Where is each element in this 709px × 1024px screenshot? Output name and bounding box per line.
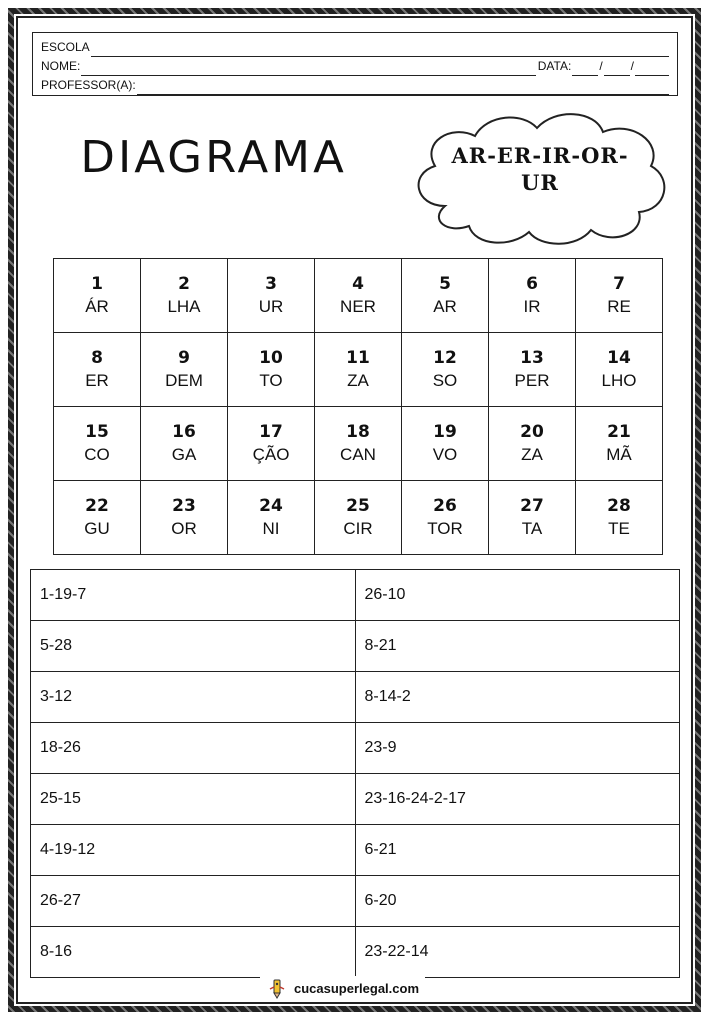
answer-row [31,774,680,825]
answer-row [31,570,680,621]
cell-number: 13 [520,348,544,368]
answer-table [30,569,680,978]
cell-syllable: DEM [165,371,203,390]
name-line [41,57,669,76]
grid-cell [228,407,315,481]
grid-cell [402,481,489,555]
cell-number: 18 [346,422,370,442]
cell-number: 27 [520,496,544,516]
grid-cell [402,333,489,407]
grid-cell [141,259,228,333]
answer-row [31,927,680,978]
cell-syllable: TOR [427,519,463,538]
cell-number: 20 [520,422,544,442]
grid-cell [228,481,315,555]
cell-syllable: ÇÃO [252,445,290,464]
cell-syllable: GU [84,519,110,538]
cell-number: 4 [352,274,364,294]
school-field[interactable] [91,43,669,57]
cell-syllable: ZA [521,445,543,464]
grid-cell [489,407,576,481]
grid-cell [141,481,228,555]
school-line [41,38,669,57]
answer-cell[interactable]: 26-10 [355,570,680,621]
cloud-line-2: UR [521,170,559,195]
grid-cell [315,481,402,555]
grid-cell [315,333,402,407]
grid-cell [315,259,402,333]
page-title: DIAGRAMA [80,132,347,183]
cell-syllable: CO [84,445,110,464]
cell-number: 10 [259,348,283,368]
name-field[interactable] [81,62,535,76]
cell-syllable: CIR [343,519,373,538]
cell-syllable: PER [514,371,550,390]
answer-cell[interactable]: 23-22-14 [355,927,680,978]
cell-number: 8 [91,348,103,368]
date-label: DATA: [537,59,572,73]
date-year-field[interactable] [635,62,669,76]
footer [260,976,425,1000]
grid-cell [489,259,576,333]
answer-cell[interactable]: 8-14-2 [355,672,680,723]
school-label: ESCOLA [41,40,90,54]
cell-syllable: AR [433,297,457,316]
answer-cell[interactable]: 3-12 [31,672,356,723]
grid-cell [54,333,141,407]
cloud-label [440,142,640,196]
cell-syllable: OR [171,519,197,538]
cell-syllable: LHA [167,297,201,316]
cell-number: 23 [172,496,196,516]
answer-cell[interactable]: 1-19-7 [31,570,356,621]
grid-cell [228,259,315,333]
date-slash: / [599,59,603,73]
cell-syllable: ER [85,371,109,390]
cell-number: 1 [91,274,103,294]
cell-number: 25 [346,496,370,516]
date-slash: / [630,59,634,73]
answer-row [31,825,680,876]
cell-syllable: TE [608,519,630,538]
answer-cell[interactable]: 8-16 [31,927,356,978]
answer-cell[interactable]: 23-16-24-2-17 [355,774,680,825]
pencil-mascot-icon [266,977,288,999]
cloud-line-1: AR-ER-IR-OR- [451,143,629,168]
cell-number: 7 [613,274,625,294]
answer-cell[interactable]: 26-27 [31,876,356,927]
answer-cell[interactable]: 23-9 [355,723,680,774]
cell-number: 28 [607,496,631,516]
answer-row [31,621,680,672]
cell-syllable: ZA [347,371,369,390]
grid-cell [141,407,228,481]
cell-syllable: SO [432,371,458,390]
grid-cell [315,407,402,481]
cell-syllable: CAN [340,445,376,464]
cell-number: 6 [526,274,538,294]
site-url[interactable]: cucasuperlegal.com [294,980,419,996]
answer-cell[interactable]: 18-26 [31,723,356,774]
cell-number: 19 [433,422,457,442]
cell-syllable: LHO [601,371,637,390]
answer-cell[interactable]: 25-15 [31,774,356,825]
cell-number: 26 [433,496,457,516]
grid-cell [576,407,663,481]
answer-row [31,723,680,774]
grid-cell [228,333,315,407]
cell-number: 21 [607,422,631,442]
cell-number: 16 [172,422,196,442]
grid-cell [54,259,141,333]
teacher-label: PROFESSOR(A): [41,78,136,92]
cell-number: 15 [85,422,109,442]
grid-row [54,333,663,407]
grid-cell [489,481,576,555]
name-label: NOME: [41,59,81,73]
cell-syllable: ÁR [85,297,109,316]
answer-cell[interactable]: 4-19-12 [31,825,356,876]
answer-row [31,876,680,927]
cell-number: 24 [259,496,283,516]
syllable-grid [53,258,663,555]
answer-cell[interactable]: 8-21 [355,621,680,672]
teacher-field[interactable] [137,81,669,95]
answer-cell[interactable]: 6-20 [355,876,680,927]
cell-syllable: NI [262,519,280,538]
grid-row [54,481,663,555]
cell-syllable: IR [523,297,541,316]
grid-cell [576,333,663,407]
cell-number: 5 [439,274,451,294]
cell-syllable: MÃ [606,445,632,464]
cell-number: 14 [607,348,631,368]
teacher-line [41,76,669,95]
answer-cell[interactable]: 6-21 [355,825,680,876]
grid-cell [54,407,141,481]
grid-row [54,259,663,333]
cell-syllable: NER [340,297,376,316]
cell-syllable: TO [259,371,283,390]
grid-cell [576,259,663,333]
grid-cell [576,481,663,555]
cell-number: 17 [259,422,283,442]
date-day-field[interactable] [572,62,598,76]
cell-syllable: VO [432,445,458,464]
grid-cell [141,333,228,407]
cell-syllable: TA [521,519,543,538]
cell-syllable: RE [607,297,631,316]
cell-number: 3 [265,274,277,294]
cell-syllable: UR [258,297,284,316]
cell-number: 9 [178,348,190,368]
grid-cell [402,259,489,333]
header-box [32,32,678,96]
grid-cell [402,407,489,481]
cell-number: 12 [433,348,457,368]
cell-number: 22 [85,496,109,516]
answer-cell[interactable]: 5-28 [31,621,356,672]
answer-row [31,672,680,723]
grid-cell [54,481,141,555]
grid-row [54,407,663,481]
cell-syllable: GA [171,445,197,464]
date-month-field[interactable] [604,62,630,76]
cell-number: 2 [178,274,190,294]
cell-number: 11 [346,348,370,368]
grid-cell [489,333,576,407]
